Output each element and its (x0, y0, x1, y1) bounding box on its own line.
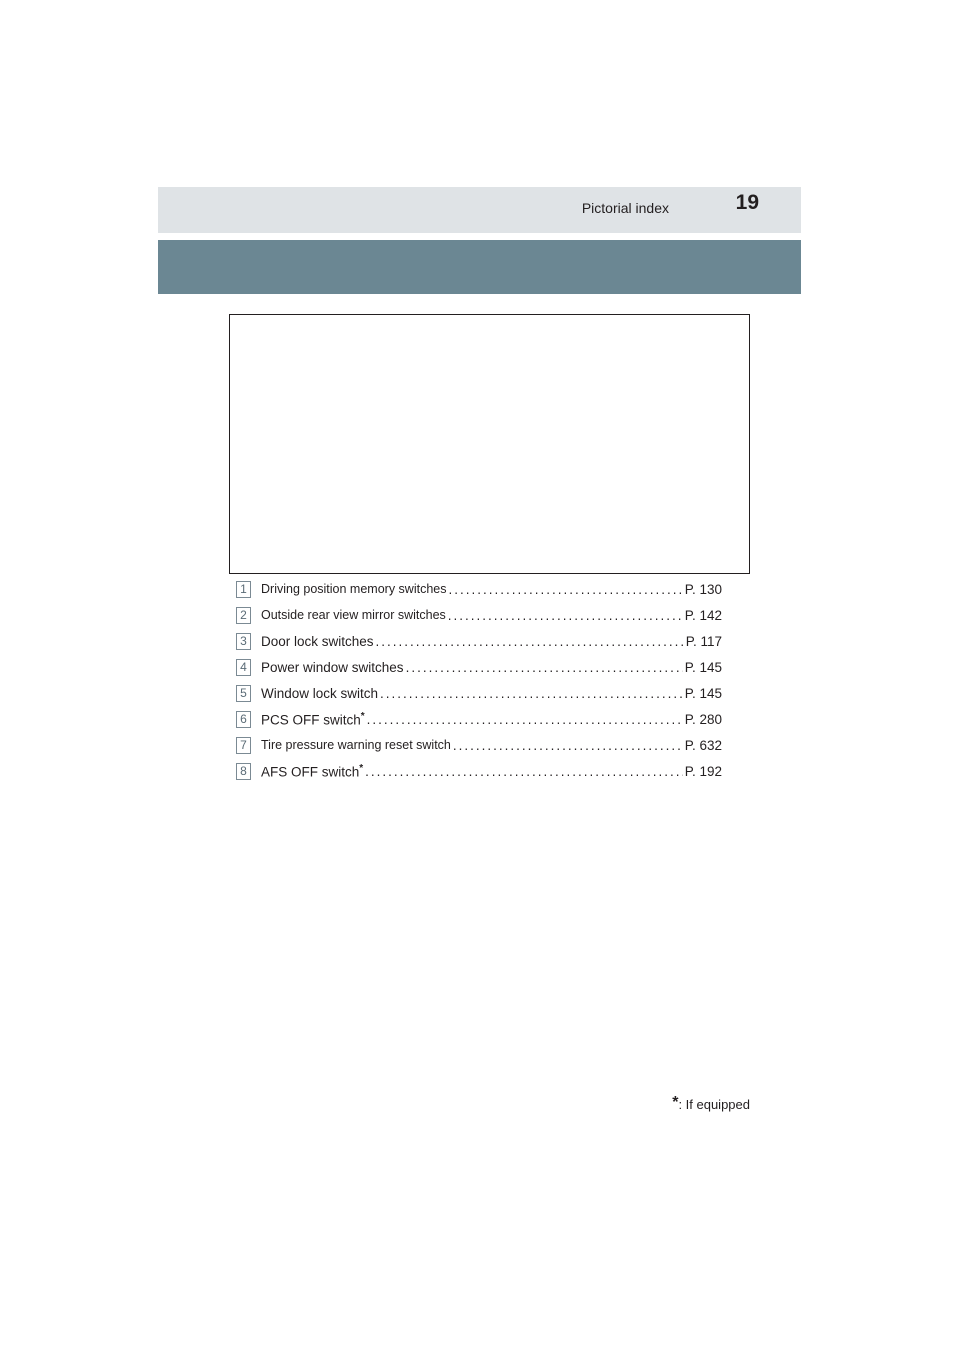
equipment-footnote-marker: * (359, 762, 364, 774)
page-reference[interactable]: P. 632 (684, 737, 722, 753)
callout-number-badge: 5 (236, 685, 251, 702)
list-item (236, 758, 722, 784)
dot-leader (376, 634, 684, 649)
footnote-marker: * (672, 1094, 679, 1111)
page-reference[interactable]: P. 280 (684, 711, 722, 727)
pictorial-index-list (236, 576, 722, 784)
item-label: Driving position memory switches (261, 582, 447, 596)
callout-number-badge: 8 (236, 763, 251, 780)
callout-number-badge: 6 (236, 711, 251, 728)
dot-leader (406, 660, 683, 675)
list-item (236, 706, 722, 732)
item-label (261, 711, 365, 728)
page-reference[interactable]: P. 145 (684, 685, 722, 701)
list-item (236, 628, 722, 654)
item-label: Power window switches (261, 659, 404, 675)
page-reference[interactable]: P. 117 (685, 633, 722, 649)
dot-leader (448, 608, 683, 623)
item-label (261, 763, 363, 780)
section-title: Pictorial index (581, 200, 669, 216)
illustration-frame (229, 314, 750, 574)
page-reference[interactable]: P. 145 (684, 659, 722, 675)
item-label-text: AFS OFF switch (261, 764, 360, 780)
item-label-text: PCS OFF switch (261, 712, 361, 728)
callout-number-badge: 4 (236, 659, 251, 676)
list-item (236, 602, 722, 628)
dot-leader (380, 686, 683, 701)
item-label: Door lock switches (261, 633, 374, 649)
list-item (236, 654, 722, 680)
callout-number-badge: 3 (236, 633, 251, 650)
dot-leader (367, 712, 683, 727)
dot-leader (453, 738, 683, 753)
page-header (158, 187, 801, 233)
list-item (236, 680, 722, 706)
footnote (672, 1094, 750, 1112)
page-reference[interactable]: P. 142 (684, 607, 722, 623)
callout-number-badge: 7 (236, 737, 251, 754)
item-label: Tire pressure warning reset switch (261, 738, 451, 752)
callout-number-badge: 2 (236, 607, 251, 624)
callout-number-badge: 1 (236, 581, 251, 598)
footnote-text: : If equipped (678, 1097, 750, 1112)
list-item (236, 576, 722, 602)
dot-leader (365, 764, 683, 779)
page-reference[interactable]: P. 130 (684, 581, 722, 597)
dot-leader (448, 582, 682, 597)
item-label: Window lock switch (261, 685, 379, 701)
list-item (236, 732, 722, 758)
page-reference[interactable]: P. 192 (684, 763, 722, 779)
item-label: Outside rear view mirror switches (261, 608, 446, 622)
equipment-footnote-marker: * (360, 710, 365, 722)
page-number: 19 (735, 191, 759, 214)
section-color-band (158, 240, 801, 294)
